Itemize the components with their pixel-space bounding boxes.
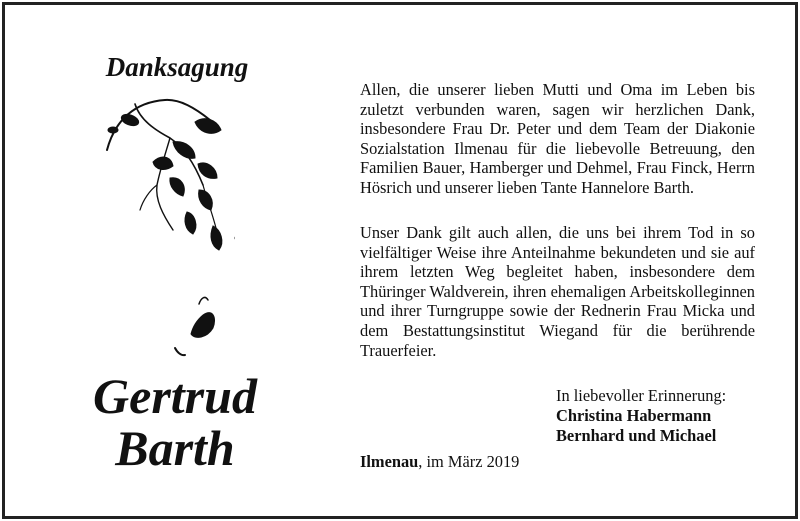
place-name: Ilmenau	[360, 452, 419, 471]
signatory-1: Christina Habermann	[556, 406, 712, 425]
deceased-last-name: Barth	[115, 420, 235, 476]
birch-branch-icon	[95, 90, 235, 370]
place-date-line	[360, 452, 660, 472]
notice-heading: Danksagung	[105, 52, 249, 82]
closing-block	[556, 386, 786, 446]
thanks-paragraph-2: Unser Dank gilt auch allen, die uns bei ihrem Tod in so vielfältiger Weise ihre Anteilnahme bekundeten und sie auf ihrem letzten Weg begleitet haben, insbesondere dem Thüringer Waldverein, ihren ehemaligen Arbeitskolleginnen und ihrer Turngruppe sowie der Rednerin Frau Micka und dem Bestattungsinstitut Wiegand für die berührende Trauerfeier.	[360, 223, 755, 360]
thanks-paragraph-1: Allen, die unserer lieben Mutti und Oma im Leben bis zuletzt verbunden waren, sagen wir herzlichen Dank, insbesondere Frau Dr. Peter und dem Team der Diakonie Sozialstation Ilmenau für die liebevolle Betreuung, den Familien Bauer, Hamberger und Dehmel, Frau Finck, Herrn Hösrich und unserer lieben Tante Hannelore Barth.	[360, 80, 755, 197]
closing-phrase: In liebevoller Erinnerung:	[556, 386, 727, 405]
deceased-first-name: Gertrud	[93, 368, 257, 424]
signatory-2: Bernhard und Michael	[556, 426, 717, 445]
date-text: , im März 2019	[418, 452, 520, 471]
